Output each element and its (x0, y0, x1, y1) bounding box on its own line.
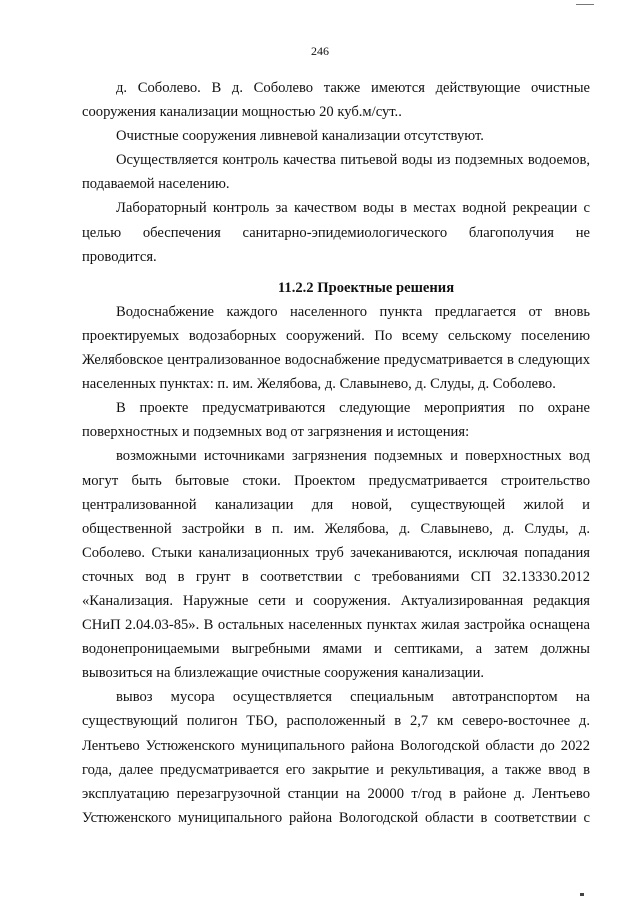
paragraph-water-supply: Водоснабжение каждого населенного пункта предлагается от вновь проектируемых водозаборных сооружений. По всему сельскому поселению Желябовское централизованное водоснабжение предусматривается в следующих населенных пунктах: п. им. Желябова, д. Славынево, д. Слуды, д. Соболево. (82, 303, 590, 393)
paragraph-sewage-sources: возможными источниками загрязнения подземных и поверхностных вод могут быть бытовые стоки. Проектом предусматривается строительство централизованной канализации для новой, существующей жилой и общественной застройки в п. им. Желябова, д. Славынево, д. Слуды, д. Соболево. Стыки канализационных труб зачеканиваются, исключая попадания сточных вод в грунт в соответствии с требованиями СП 32.13330.2012 «Канализация. Наружные сети и сооружения. Актуализированная редакция СНиП 2.04.03-85». В остальных населенных пунктах жилая застройка оснащена водонепроницаемыми выгребными ямами и септиками, а затем должны вывозиться на близлежащие очистные сооружения канализации. (82, 448, 590, 682)
paragraph-waste-removal: вывоз мусора осуществляется специальным автотранспортом на существующий полигон ТБО, расположенный в 2,7 км северо-восточнее д. Лентьево Устюженского муниципального района Вологодской области до 2022 года, далее предусматривается его закрытие и рекультивация, а также ввод в эксплуатацию перезагрузочной станции на 20000 т/год в районе д. Лентьево Устюженского муниципального района Вологодской области в соответствии с (82, 689, 590, 826)
document-body (82, 76, 590, 830)
bottom-scan-mark (580, 893, 584, 896)
paragraph-lab-control: Лабораторный контроль за качеством воды в местах водной рекреации с целью обеспечения санитарно-эпидемиологического благополучия не проводится. (82, 200, 590, 265)
paragraph-storm-sewer: Очистные сооружения ливневой канализации отсутствуют. (116, 128, 484, 145)
paragraph-sobolevo-treatment: д. Соболево. В д. Соболево также имеются действующие очистные сооружения канализации мощностью 20 куб.м/сут.. (82, 80, 590, 121)
corner-scan-mark (576, 0, 594, 5)
page-number: 246 (311, 44, 329, 58)
section-heading: 11.2.2 Проектные решения (277, 279, 455, 296)
paragraph-water-quality-control: Осуществляется контроль качества питьевой воды из подземных водоемов, подаваемой населению. (82, 152, 590, 193)
paragraph-protection-measures: В проекте предусматриваются следующие мероприятия по охране поверхностных и подземных вод от загрязнения и истощения: (82, 400, 590, 441)
